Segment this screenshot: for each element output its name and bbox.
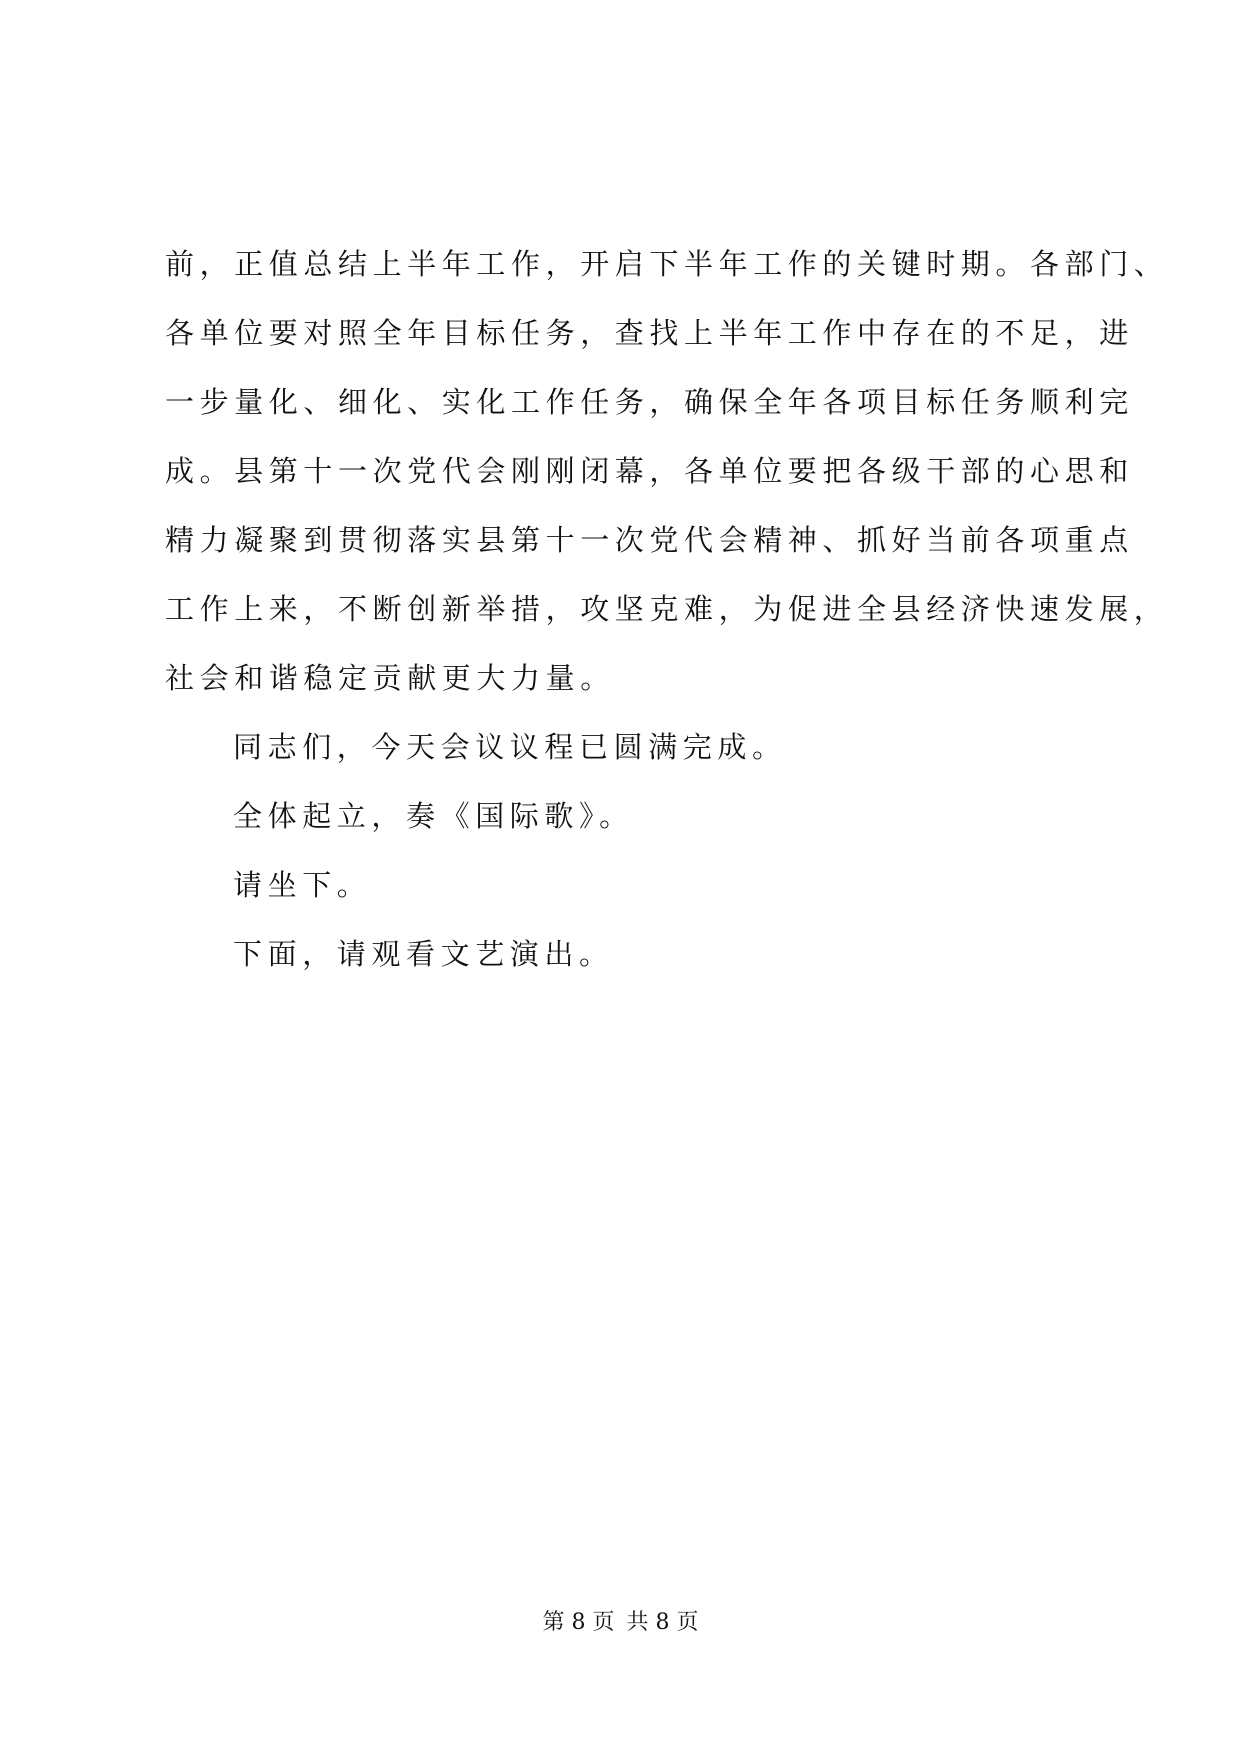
- page-footer: [0, 1608, 1241, 1638]
- page-number-total: 共 8 页: [626, 1610, 699, 1635]
- body-line: 一步量化、细化、实化工作任务，确保全年各项目标任务顺利完: [165, 385, 1134, 419]
- body-line: 成。县第十一次党代会刚刚闭幕，各单位要把各级干部的心思和: [165, 454, 1134, 488]
- body-line: 社会和谐稳定贡献更大力量。: [165, 661, 615, 695]
- body-line: 精力凝聚到贯彻落实县第十一次党代会精神、抓好当前各项重点: [165, 523, 1134, 557]
- body-line: 工作上来，不断创新举措，攻坚克难，为促进全县经济快速发展，: [165, 592, 1169, 626]
- paragraph-meeting-complete: 同志们，今天会议议程已圆满完成。: [233, 730, 787, 764]
- body-line: 前，正值总结上半年工作，开启下半年工作的关键时期。各部门、: [165, 247, 1169, 281]
- document-body: [165, 230, 1169, 989]
- paragraph-stand-anthem: 全体起立，奏《国际歌》。: [233, 799, 634, 833]
- paragraph-please-sit: 请坐下。: [233, 868, 372, 902]
- body-line: 各单位要对照全年目标任务，查找上半年工作中存在的不足，进: [165, 316, 1134, 350]
- page-number-current: 第 8 页: [542, 1610, 615, 1635]
- paragraph-performance: 下面，请观看文艺演出。: [233, 937, 614, 971]
